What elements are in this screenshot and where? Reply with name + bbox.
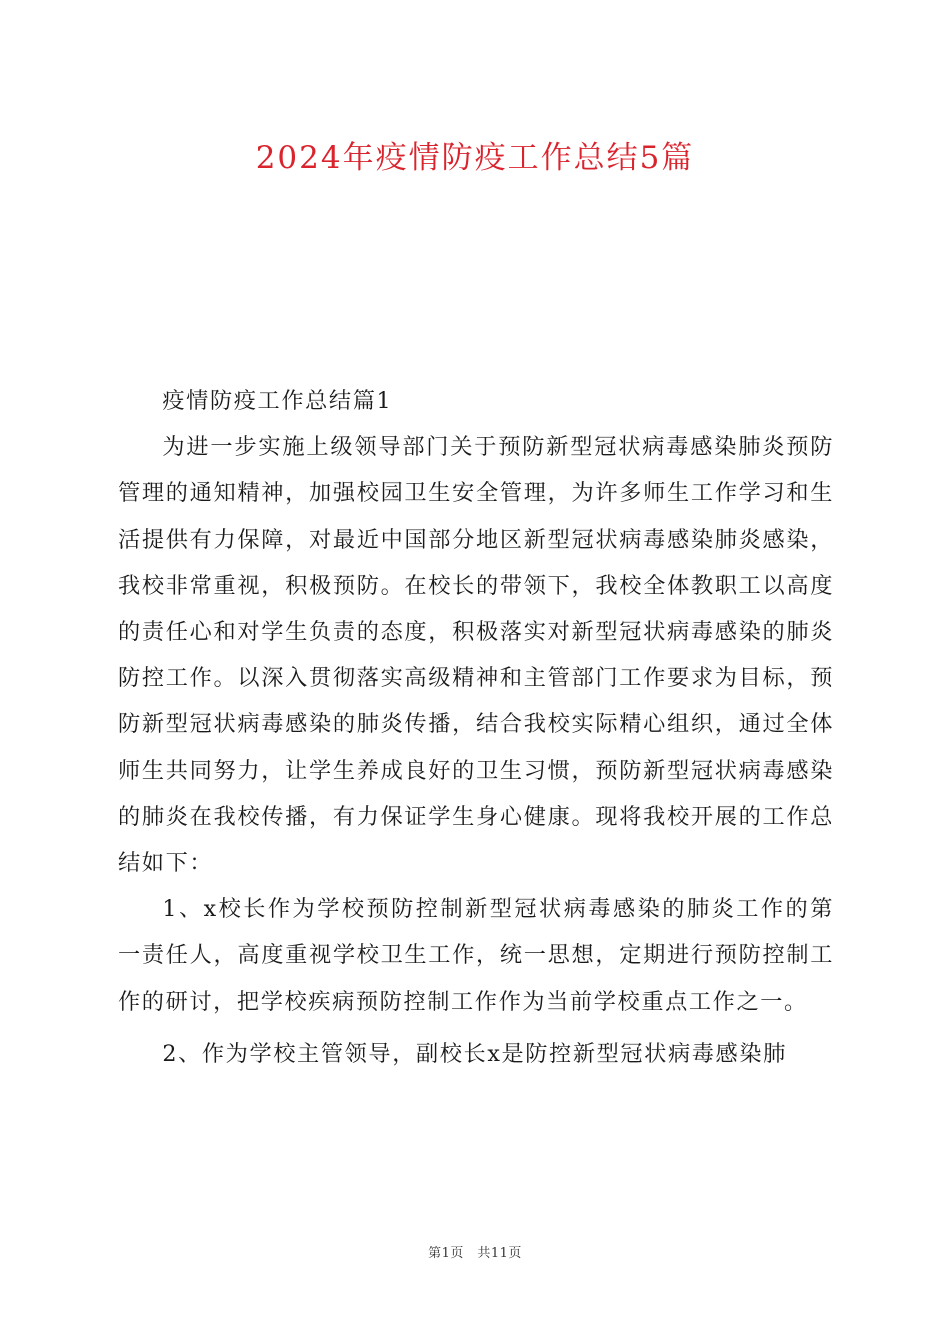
- document-body: [118, 378, 834, 1077]
- paragraph-item-1: 1、x校长作为学校预防控制新型冠状病毒感染的肺炎工作的第一责任人，高度重视学校卫生工作，统一思想，定期进行预防控制工作的研讨，把学校疾病预防控制工作作为当前学校重点工作之一。: [118, 896, 834, 1015]
- section-heading: 疫情防疫工作总结篇1: [162, 388, 393, 414]
- page-footer: 第1页 共11页: [428, 1246, 522, 1261]
- paragraph-item-2: 2、作为学校主管领导，副校长x是防控新型冠状病毒感染肺: [162, 1040, 787, 1067]
- paragraph-intro: 为进一步实施上级领导部门关于预防新型冠状病毒感染肺炎预防管理的通知精神，加强校园卫生安全管理，为许多师生工作学习和生活提供有力保障，对最近中国部分地区新型冠状病毒感染肺炎感染，我校非常重视，积极预防。在校长的带领下，我校全体教职工以高度的责任心和对学生负责的态度，积极落实对新型冠状病毒感染的肺炎防控工作。以深入贯彻落实高级精神和主管部门工作要求为目标，预防新型冠状病毒感染的肺炎传播，结合我校实际精心组织，通过全体师生共同努力，让学生养成良好的卫生习惯，预防新型冠状病毒感染的肺炎在我校传播，有力保证学生身心健康。现将我校开展的工作总结如下：: [118, 434, 834, 877]
- document-title: 2024年疫情防疫工作总结5篇: [255, 140, 695, 176]
